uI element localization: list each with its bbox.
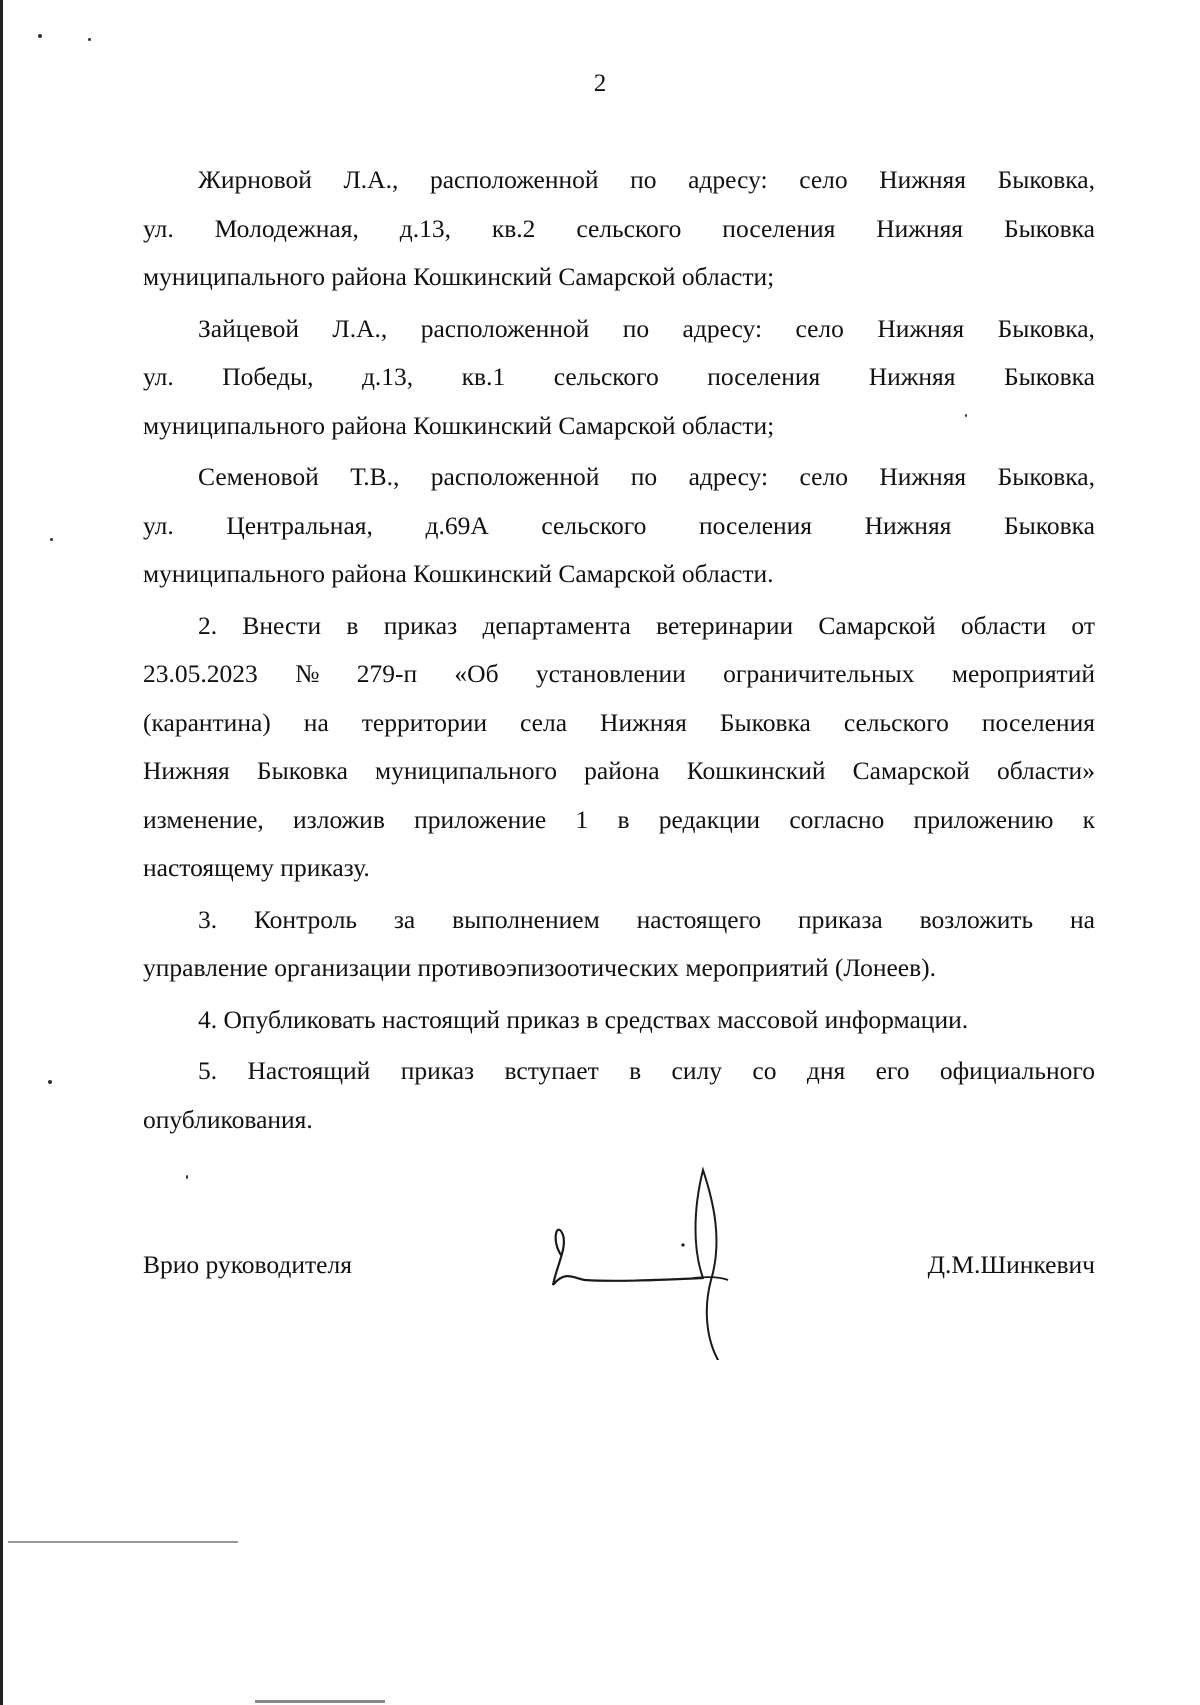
word: адресу: bbox=[688, 462, 769, 491]
text-line bbox=[143, 1096, 1095, 1145]
text-line bbox=[143, 896, 1095, 945]
word: департамента bbox=[482, 610, 631, 640]
text-line bbox=[143, 747, 1095, 796]
scan-speck bbox=[965, 414, 967, 417]
text-line bbox=[143, 253, 1095, 302]
word: село bbox=[795, 313, 844, 343]
word: Быковка, bbox=[997, 165, 1095, 194]
text-line bbox=[143, 650, 1095, 699]
word: вступает bbox=[504, 1056, 599, 1085]
word: по bbox=[630, 165, 657, 194]
word: «Об bbox=[454, 659, 499, 688]
word: Самарской bbox=[852, 756, 970, 785]
word: официального bbox=[939, 1056, 1095, 1085]
word: силу bbox=[671, 1056, 722, 1085]
word: расположенной bbox=[420, 313, 590, 343]
scan-artifact-line bbox=[255, 1700, 385, 1703]
word: изложив bbox=[293, 804, 385, 834]
word: адресу: bbox=[682, 313, 763, 343]
word: Нижняя bbox=[879, 462, 967, 491]
word: ул. bbox=[143, 213, 174, 243]
word: Быковка, bbox=[997, 462, 1095, 491]
word: приложение bbox=[414, 804, 547, 834]
signatory-role: Врио руководителя bbox=[143, 1250, 352, 1279]
word: к bbox=[1082, 804, 1095, 834]
word: муниципального bbox=[375, 756, 558, 785]
word: от bbox=[1071, 610, 1095, 640]
text-line bbox=[143, 944, 1095, 993]
word: № bbox=[295, 659, 320, 688]
word: согласно bbox=[789, 804, 885, 834]
word: 23.05.2023 bbox=[143, 659, 258, 688]
text-line bbox=[143, 402, 1095, 451]
word: поселения bbox=[698, 510, 813, 540]
word: Нижняя bbox=[864, 510, 952, 540]
word: Внести bbox=[242, 610, 322, 640]
word: редакции bbox=[658, 804, 761, 834]
word: на bbox=[303, 707, 329, 737]
word: в bbox=[346, 610, 359, 640]
word: возложить bbox=[919, 904, 1034, 934]
word: области bbox=[960, 610, 1047, 640]
word: ветеринарии bbox=[656, 610, 794, 640]
word: расположенной bbox=[430, 462, 600, 491]
text-line bbox=[143, 699, 1095, 748]
word: Самарской bbox=[818, 610, 936, 640]
word: Семеновой bbox=[198, 462, 319, 491]
word: приложению bbox=[913, 804, 1054, 834]
signatory-name: Д.М.Шинкевич bbox=[927, 1250, 1095, 1279]
word: настоящего bbox=[636, 904, 762, 934]
text-line bbox=[143, 502, 1095, 551]
word: сельского bbox=[553, 362, 659, 391]
text-line bbox=[143, 305, 1095, 354]
word: за bbox=[393, 904, 416, 934]
word: Нижняя bbox=[879, 165, 967, 194]
word: 5. bbox=[198, 1056, 218, 1085]
word: 2. bbox=[198, 610, 218, 640]
word: 279-п bbox=[356, 659, 418, 688]
word: Нижняя bbox=[600, 707, 687, 737]
word: территории bbox=[361, 707, 487, 737]
signature-block bbox=[143, 1238, 1095, 1298]
text-line bbox=[143, 550, 1095, 599]
word: Центральная, bbox=[226, 510, 373, 540]
scan-speck bbox=[50, 538, 53, 541]
word: сельского bbox=[576, 213, 682, 243]
word: на bbox=[1069, 904, 1095, 934]
word: Нижняя bbox=[143, 756, 230, 785]
word: д.13, bbox=[361, 362, 414, 391]
word: Быковка bbox=[1004, 510, 1095, 540]
word: Быковка, bbox=[997, 313, 1095, 343]
word: по bbox=[630, 462, 658, 491]
word: Быковка bbox=[256, 756, 348, 785]
word: муниципального района Кошкинский Самарской области; bbox=[143, 410, 775, 440]
text-line bbox=[143, 796, 1095, 845]
word: расположенной bbox=[429, 165, 599, 194]
word: сельского bbox=[541, 510, 647, 540]
word: управление организации противоэпизоотических мероприятий (Лонеев). bbox=[143, 953, 937, 982]
word: Настоящий bbox=[247, 1056, 371, 1085]
word: области» bbox=[996, 756, 1095, 785]
word: приказ bbox=[400, 1056, 475, 1085]
word: ограничительных bbox=[723, 659, 915, 688]
scan-speck bbox=[38, 34, 42, 38]
paragraph bbox=[143, 1047, 1095, 1144]
word: района bbox=[584, 756, 660, 785]
word: д.13, bbox=[399, 213, 451, 243]
word: изменение, bbox=[143, 804, 264, 834]
page-number: 2 bbox=[593, 70, 607, 97]
scan-speck bbox=[186, 1175, 188, 1179]
word: село bbox=[799, 462, 848, 491]
word: 4. Опубликовать настоящий приказ в средствах массовой информации. bbox=[198, 1004, 969, 1034]
word: 1 bbox=[575, 804, 589, 834]
scan-speck bbox=[88, 38, 91, 41]
word: в bbox=[629, 1056, 642, 1085]
word: его bbox=[875, 1056, 910, 1085]
word: установлении bbox=[535, 659, 686, 688]
word: ул. bbox=[143, 510, 174, 540]
word: Зайцевой bbox=[198, 313, 299, 343]
word: д.69А bbox=[425, 510, 489, 540]
word: Т.В., bbox=[350, 462, 400, 491]
text-line bbox=[143, 602, 1095, 651]
word: мероприятий bbox=[951, 659, 1095, 688]
word: приказ bbox=[383, 610, 458, 640]
paragraph bbox=[143, 896, 1095, 993]
word: Быковка bbox=[1003, 213, 1095, 243]
scan-speck bbox=[48, 1080, 52, 1084]
paragraph bbox=[143, 453, 1095, 599]
word: Л.А., bbox=[343, 165, 399, 194]
text-line bbox=[143, 156, 1095, 205]
text-line bbox=[143, 844, 1095, 893]
word: Жирновой bbox=[198, 165, 312, 194]
paragraph bbox=[143, 602, 1095, 893]
word: опубликования. bbox=[143, 1104, 313, 1134]
word: в bbox=[617, 804, 630, 834]
word: Молодежная, bbox=[214, 213, 359, 243]
word: 3. bbox=[198, 904, 218, 934]
paragraph bbox=[143, 305, 1095, 451]
text-line bbox=[143, 996, 1095, 1045]
word: со bbox=[752, 1056, 777, 1085]
word: ул. bbox=[143, 362, 174, 391]
text-line bbox=[143, 205, 1095, 254]
scan-left-border bbox=[0, 0, 3, 1705]
word: (карантина) bbox=[143, 707, 271, 737]
word: Нижняя bbox=[876, 213, 964, 243]
word: Л.А., bbox=[332, 313, 388, 343]
word: муниципального района Кошкинский Самарской области. bbox=[143, 559, 774, 588]
scan-artifact-line bbox=[8, 1541, 238, 1543]
word: настоящему приказу. bbox=[143, 853, 370, 882]
word: Контроль bbox=[253, 904, 358, 934]
word: выполнением bbox=[452, 904, 600, 934]
word: дня bbox=[806, 1056, 846, 1085]
word: кв.2 bbox=[491, 213, 536, 243]
word: поселения bbox=[707, 362, 821, 391]
word: Нижняя bbox=[868, 362, 956, 391]
word: Быковка bbox=[1003, 362, 1095, 391]
word: Победы, bbox=[222, 362, 314, 391]
text-line bbox=[143, 353, 1095, 402]
word: село bbox=[799, 165, 848, 194]
word: поселения bbox=[722, 213, 836, 243]
document-body bbox=[143, 156, 1095, 1144]
word: адресу: bbox=[688, 165, 768, 194]
paragraph bbox=[143, 996, 1095, 1045]
word: Нижняя bbox=[877, 313, 965, 343]
word: поселения bbox=[981, 707, 1095, 737]
paragraph bbox=[143, 156, 1095, 302]
word: по bbox=[622, 313, 650, 343]
handwritten-signature bbox=[543, 1160, 773, 1360]
word: села bbox=[520, 707, 568, 737]
text-line bbox=[143, 1047, 1095, 1096]
word: приказа bbox=[798, 904, 883, 934]
word: муниципального района Кошкинский Самарской области; bbox=[143, 262, 775, 291]
text-line bbox=[143, 453, 1095, 502]
word: Быковка bbox=[719, 707, 811, 737]
word: сельского bbox=[843, 707, 949, 737]
word: кв.1 bbox=[461, 362, 506, 391]
word: Кошкинский bbox=[686, 756, 826, 785]
